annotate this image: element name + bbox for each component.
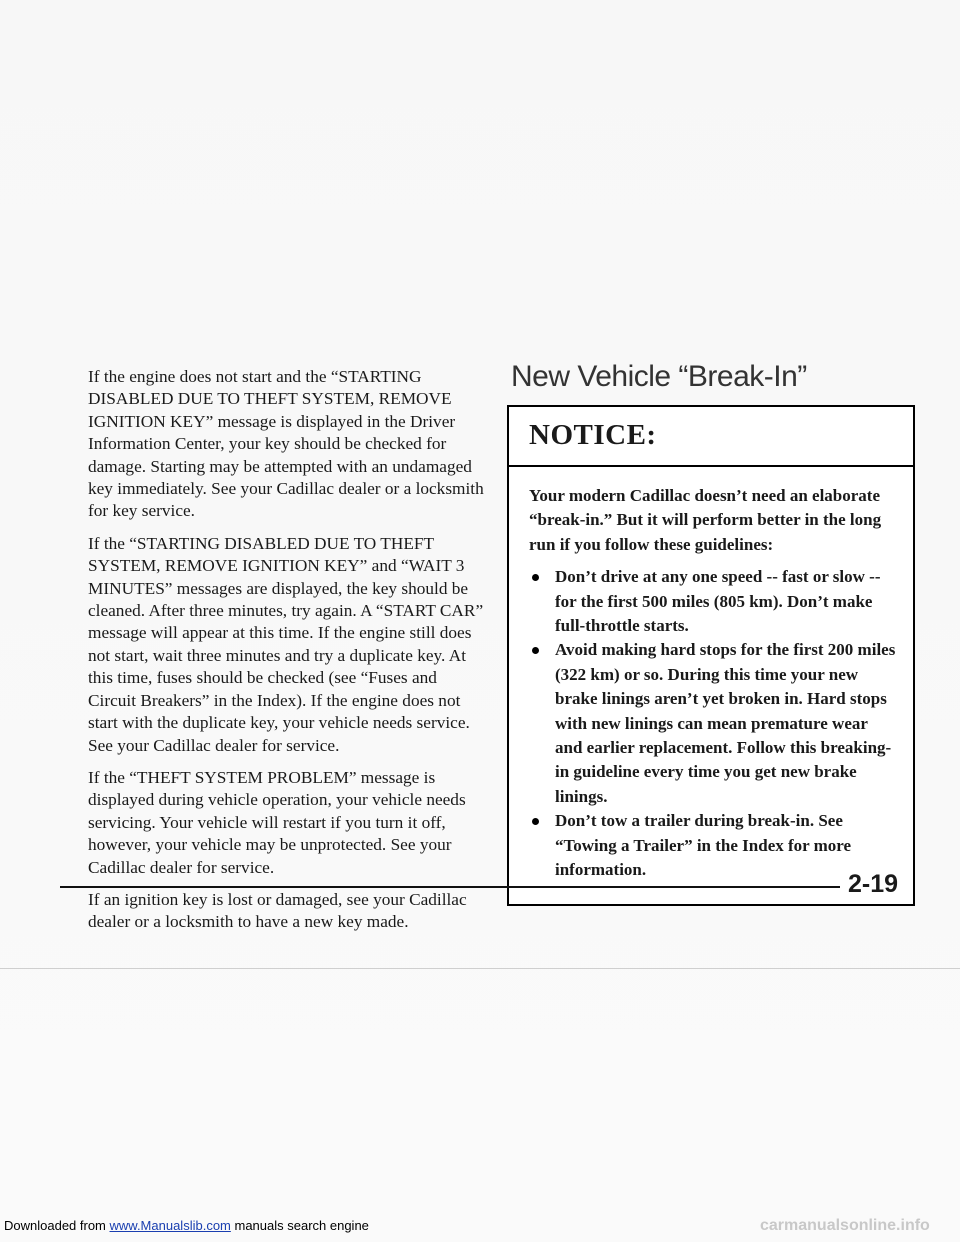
right-column — [507, 360, 915, 906]
left-column — [88, 366, 488, 944]
section-title: New Vehicle “Break-In” — [511, 360, 807, 393]
paragraph-lost-key: If an ignition key is lost or damaged, see your Cadillac dealer or a locksmith to have a new key made. — [88, 889, 467, 932]
page-bottom-rule — [0, 968, 960, 969]
notice-list — [529, 565, 899, 882]
notice-item-trailer: Don’t tow a trailer during break-in. See “Towing a Trailer” in the Index for more information. — [529, 809, 899, 882]
watermark: carmanualsonline.info — [760, 1217, 930, 1234]
notice-title: NOTICE: — [529, 419, 657, 451]
download-banner — [4, 1218, 369, 1233]
banner-prefix: Downloaded from — [4, 1218, 110, 1233]
footer-rule — [60, 886, 840, 888]
banner-suffix: manuals search engine — [230, 1218, 369, 1233]
notice-box — [507, 405, 915, 906]
manualslib-link[interactable]: www.Manualslib.com — [109, 1218, 231, 1233]
paragraph-wait-three-minutes: If the “STARTING DISABLED DUE TO THEFT SYSTEM, REMOVE IGNITION KEY” and “WAIT 3 MINUTES” messages are displayed, the key should be cleaned. After three minutes, try again. A “START CAR” message will appear at this time. If the engine still does not start, wait three minutes and try a duplicate key. At this time, fuses should be checked (see “Fuses and Circuit Breakers” in the Index). If the engine does not start with the duplicate key, your vehicle needs service. See your Cadillac dealer for service. — [88, 533, 484, 755]
notice-header — [509, 407, 913, 467]
notice-item-hard-stops: Avoid making hard stops for the first 200 miles (322 km) or so. During this time your new brake linings aren’t yet broken in. Hard stops with new linings can mean premature wear and earlier replacement. Follow this breaking-in guideline every time you get new brake linings. — [529, 638, 899, 809]
page-number: 2-19 — [848, 870, 899, 898]
notice-item-speed: Don’t drive at any one speed -- fast or slow -- for the first 500 miles (805 km). Don’t make full-throttle starts. — [529, 565, 899, 638]
notice-body — [509, 467, 913, 904]
paragraph-theft-system-problem: If the “THEFT SYSTEM PROBLEM” message is displayed during vehicle operation, your vehicle needs servicing. Your vehicle will restart if you turn it off, however, your vehicle may be unprotected. See your Cadillac dealer for service. — [88, 767, 466, 877]
notice-intro: Your modern Cadillac doesn’t need an elaborate “break-in.” But it will perform better in the long run if you follow these guidelines: — [529, 486, 882, 554]
paragraph-starting-disabled: If the engine does not start and the “STARTING DISABLED DUE TO THEFT SYSTEM, REMOVE IGNITION KEY” message is displayed in the Driver Information Center, your key should be checked for damage. Starting may be attempted with an undamaged key immediately. See your Cadillac dealer or a locksmith for key service. — [88, 367, 484, 521]
